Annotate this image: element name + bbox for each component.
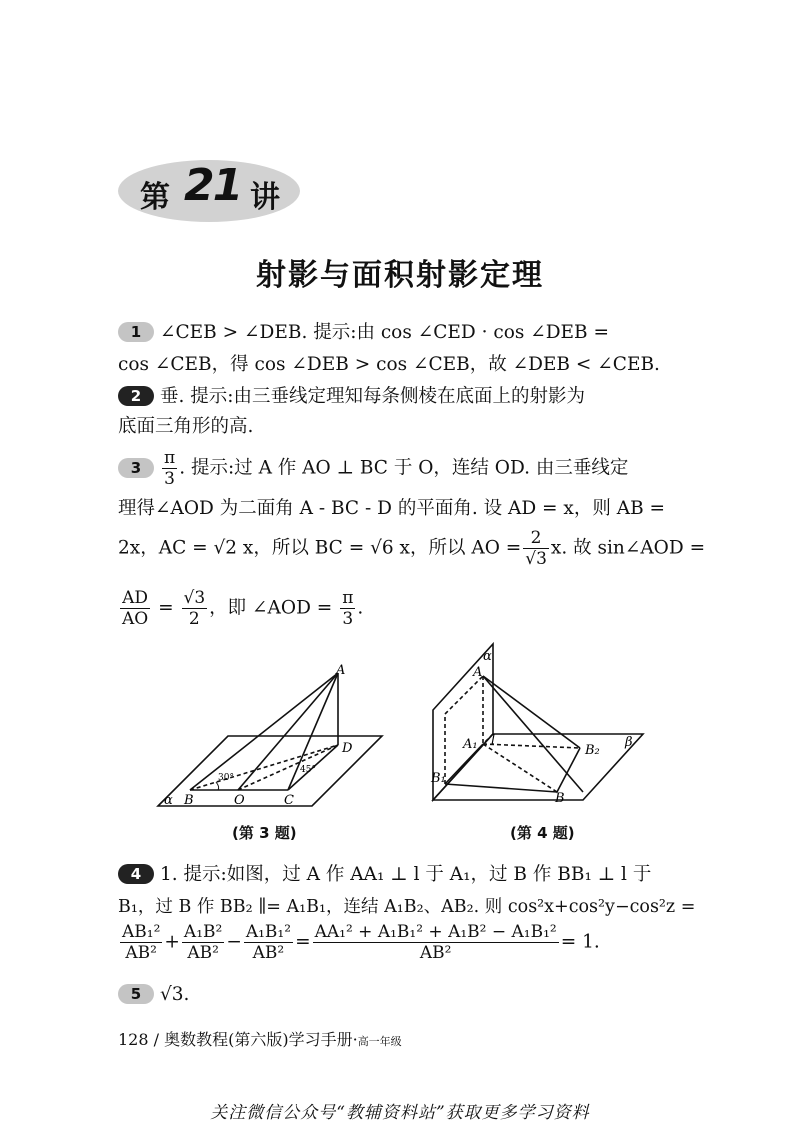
label-l: l	[491, 733, 496, 748]
problem-4-line-2: B₁，过 B 作 BB₂ ∥= A₁B₁，连结 A₁B₂、AB₂. 则 cos²x+cos²y−cos²z =	[118, 897, 696, 917]
problem-2-line-1	[118, 382, 585, 408]
problem-4-text-1: 1. 提示:如图，过 A 作 AA₁ ⊥ l 于 A₁，过 B 作 BB₁ ⊥ l 于	[160, 864, 652, 885]
figure-3-diagram	[150, 660, 390, 810]
label-b1: B₁	[431, 771, 446, 786]
problem-2-number: 2	[118, 386, 154, 406]
label-b2: B₂	[585, 743, 600, 758]
problem-3-line-2: 理得∠AOD 为二面角 A - BC - D 的平面角. 设 AD = x，则 AB =	[118, 498, 666, 519]
problem-3-answer-fraction: $\frac{\pi}{3}$	[164, 448, 176, 489]
grade-label: 高一年级	[357, 1035, 402, 1048]
problem-3-number: 3	[118, 458, 154, 478]
label-a1: A₁	[463, 737, 478, 752]
problem-1-line-1	[118, 318, 609, 344]
label-b: B	[184, 793, 194, 808]
problem-5-answer: √3.	[160, 984, 190, 1005]
label-alpha: α	[483, 649, 492, 664]
figure-3-caption: (第 3 题)	[232, 824, 297, 842]
problem-3-line-4: $\frac{AD}{AO}$ = $\frac{√3}{2}$ ，即 ∠AOD = $\frac{\pi}{3}$ .	[122, 588, 364, 629]
problem-4-line-3: $\frac{\text{AB₁²}}{\text{AB²}}$ + $\frac{\text{A₁B²}}{\text{AB²}}$ − $\frac{\text{A₁B₁²}}{\text{AB²}}$ = $\frac{\text{AA₁² + A₁B₁² + A₁B² − A₁B₁²}}{\text{AB²}}$ = 1.	[122, 922, 600, 963]
figure-4-caption: (第 4 题)	[510, 824, 575, 842]
label-d: D	[342, 741, 353, 756]
problem-3-line-3: 2x，AC = √2 x，所以 BC = √6 x，所以 AO = $\frac{2}{√3}$ x. 故 sin∠AOD =	[118, 528, 706, 569]
lecture-suffix: 讲	[250, 180, 280, 215]
fraction-ad-ao: $\frac{AD}{AO}$	[122, 588, 149, 629]
problem-1-line-2: cos ∠CEB，得 cos ∠DEB > cos ∠CEB，故 ∠DEB < ∠CEB.	[118, 354, 660, 375]
problem-2-line-2: 底面三角形的高.	[118, 416, 254, 437]
fraction-2-over-sqrt3: $\frac{2}{√3}$	[525, 528, 547, 569]
problem-3-line-1	[118, 448, 628, 489]
problem-1-text-1: ∠CEB > ∠DEB. 提示:由 cos ∠CED · cos ∠DEB =	[160, 322, 610, 343]
problem-1-number: 1	[118, 322, 154, 342]
page-title: 射影与面积射影定理	[256, 258, 544, 293]
label-a: A	[473, 665, 483, 680]
label-o: O	[234, 793, 245, 808]
label-alpha: α	[164, 793, 173, 808]
fraction-sqrt3-over-2: $\frac{√3}{2}$	[183, 588, 206, 629]
problem-4-number: 4	[118, 864, 154, 884]
page-number: 128 /	[118, 1030, 160, 1049]
lecture-number: 21	[184, 160, 242, 211]
label-c: C	[284, 793, 294, 808]
problem-4-line-1	[118, 860, 651, 886]
fraction-term-1: $\frac{\text{AB₁²}}{\text{AB²}}$	[122, 922, 161, 963]
problem-3-text-1: . 提示:过 A 作 AO ⊥ BC 于 O，连结 OD. 由三垂线定	[179, 457, 629, 479]
book-title: 奥数教程(第六版)学习手册·	[164, 1030, 358, 1049]
problem-5-line-1	[118, 984, 189, 1005]
problem-2-text-1: 垂. 提示:由三垂线定理知每条侧棱在底面上的射影为	[160, 386, 585, 407]
problem-5-number: 5	[118, 984, 154, 1004]
page-footer	[118, 1027, 402, 1050]
label-beta: β	[625, 735, 633, 750]
fraction-term-3: $\frac{\text{A₁B₁²}}{\text{AB²}}$	[245, 922, 292, 963]
label-b: B	[555, 791, 565, 806]
lecture-prefix: 第	[140, 180, 170, 215]
label-angle-30: 30°	[218, 773, 234, 783]
figure-4-diagram	[425, 640, 655, 810]
fraction-term-2: $\frac{\text{A₁B²}}{\text{AB²}}$	[183, 922, 223, 963]
watermark: 关注微信公众号“教辅资料站”获取更多学习资料	[210, 1103, 590, 1123]
label-a: A	[336, 663, 346, 678]
fraction-pi-over-3: $\frac{\pi}{3}$	[342, 588, 354, 629]
fraction-term-4: $\frac{\text{AA₁² + A₁B₁² + A₁B² − A₁B₁²}}{\text{AB²}}$	[314, 922, 557, 963]
label-angle-45: 45°	[300, 765, 316, 775]
